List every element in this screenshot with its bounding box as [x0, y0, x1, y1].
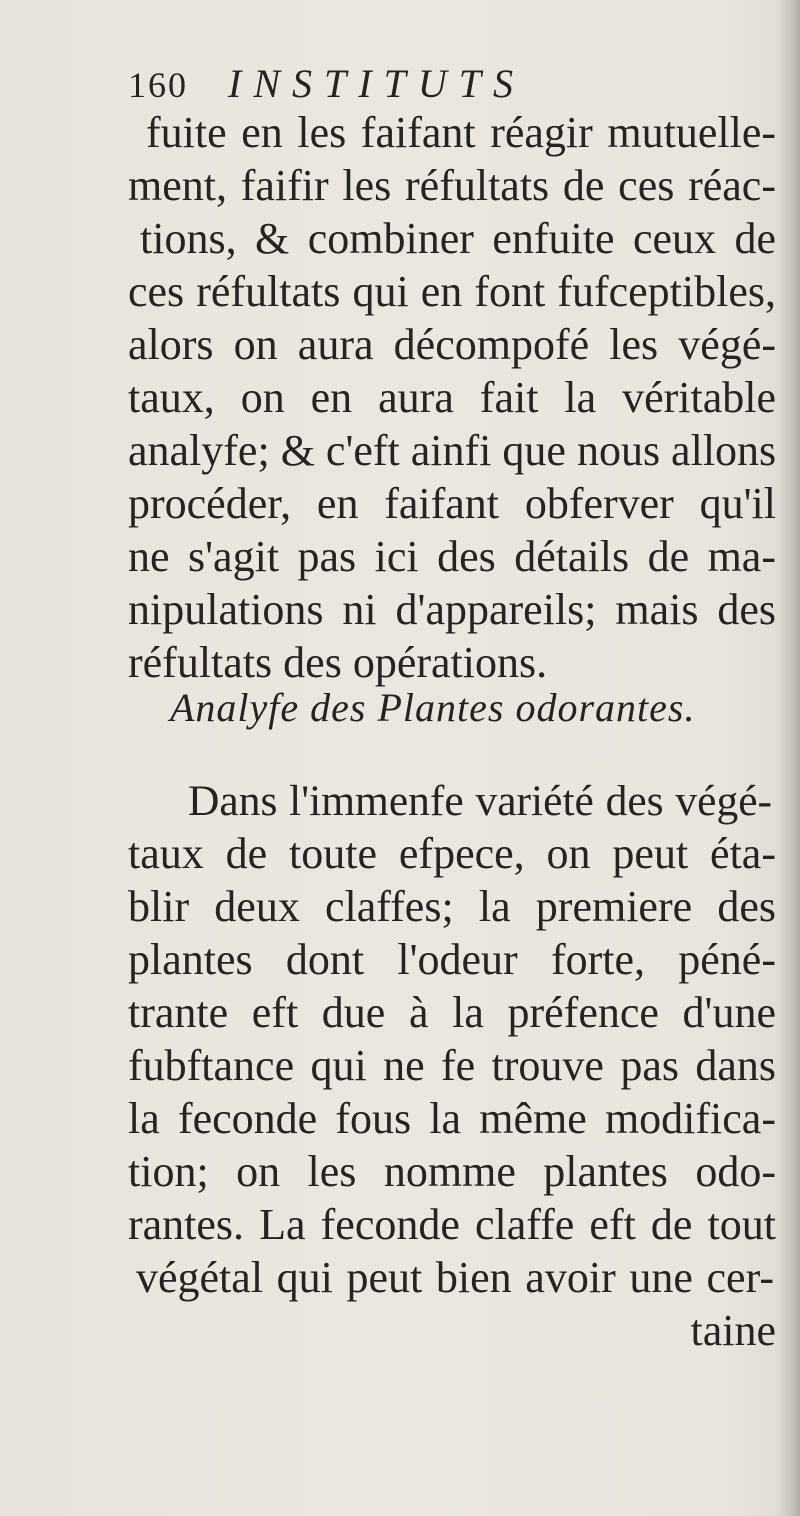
- text-line: analyfe; & c'eft ainfi que nous allons: [128, 426, 777, 475]
- text-line: réfultats des opérations.: [128, 638, 548, 687]
- text-line: ces réfultats qui en font fufceptibles,: [128, 267, 776, 316]
- text-line: ment, faifir les réfultats de ces réac-: [128, 161, 776, 210]
- text-line: taux de toute efpece, on peut éta-: [128, 829, 776, 878]
- text-line: la feconde fous la même modifica-: [128, 1094, 776, 1143]
- text-line: taux, on en aura fait la véritable: [128, 373, 776, 422]
- catchword: taine: [690, 1306, 776, 1355]
- text-line: fuite en les faifant réagir mutuelle-: [146, 108, 776, 157]
- text-line: tions, & combiner enfuite ceux de: [140, 214, 776, 263]
- text-line: plantes dont l'odeur forte, péné-: [128, 935, 776, 984]
- text-line: fubftance qui ne fe trouve pas dans: [128, 1041, 776, 1090]
- text-line: végétal qui peut bien avoir une cer-: [136, 1253, 774, 1302]
- running-title: INSTITUTS: [228, 61, 525, 106]
- text-line: nipulations ni d'appareils; mais des: [128, 585, 776, 634]
- text-line: rantes. La feconde claffe eft de tout: [128, 1200, 776, 1249]
- text-line: ne s'agit pas ici des détails de ma-: [128, 532, 776, 581]
- section-heading: Analyfe des Plantes odorantes.: [170, 685, 696, 730]
- text-line: trante eft due à la préfence d'une: [128, 988, 776, 1037]
- text-line: procéder, en faifant obferver qu'il: [128, 479, 776, 528]
- page-number: 160: [128, 65, 188, 105]
- text-line: alors on aura décompofé les végé-: [128, 320, 776, 369]
- text-line: tion; on les nomme plantes odo-: [128, 1147, 776, 1196]
- text-line: Dans l'immenfe variété des végé-: [188, 777, 772, 825]
- text-line: blir deux claffes; la premiere des: [128, 882, 776, 931]
